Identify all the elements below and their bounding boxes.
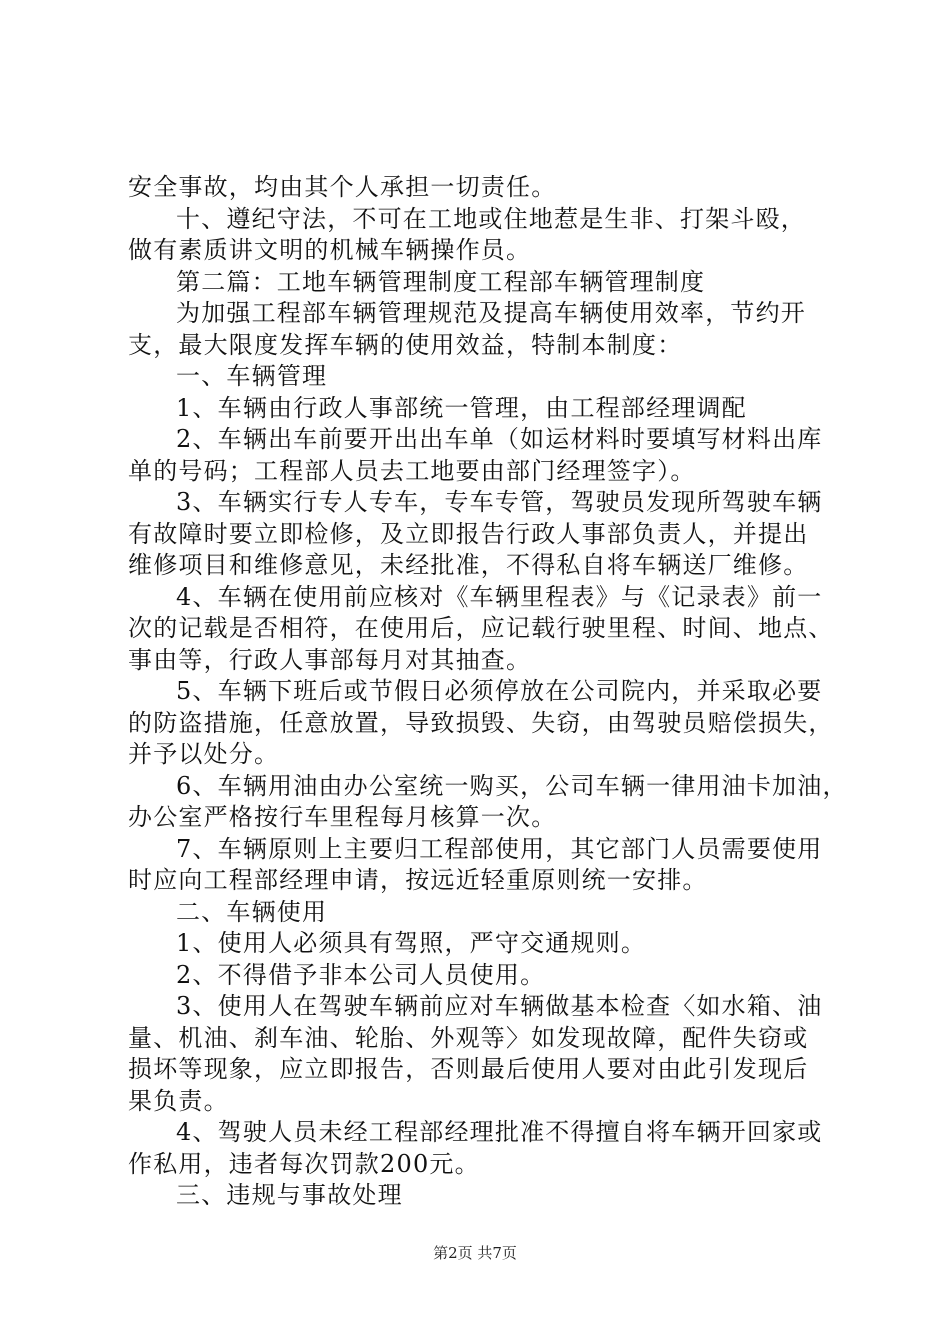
text-line: 支，最大限度发挥车辆的使用效益，特制本制度： xyxy=(128,330,683,359)
text-line: 4、驾驶人员未经工程部经理批准不得擅自将车辆开回家或 xyxy=(176,1118,823,1146)
text-line: 单的号码；工程部人员去工地要由部门经理签字）。 xyxy=(128,456,696,485)
text-line: 1、车辆由行政人事部统一管理，由工程部经理调配 xyxy=(176,393,747,422)
text-line: 3、使用人在驾驶车辆前应对车辆做基本检查〈如水箱、油 xyxy=(176,992,823,1020)
text-line: 损坏等现象，应立即报告，否则最后使用人要对由此引发现后 xyxy=(128,1055,809,1083)
text-line: 7、车辆原则上主要归工程部使用，其它部门人员需要使用 xyxy=(176,834,823,863)
document-body xyxy=(128,172,848,1212)
text-line: 2、不得借予非本公司人员使用。 xyxy=(176,960,546,989)
text-line: 第二篇：工地车辆管理制度工程部车辆管理制度 xyxy=(176,267,706,296)
text-line: 2、车辆出车前要开出出车单（如运材料时要填写材料出库 xyxy=(176,425,823,453)
text-line: 维修项目和维修意见，未经批准，不得私自将车辆送厂维修。 xyxy=(128,551,809,579)
text-line: 做有素质讲文明的机械车辆操作员。 xyxy=(128,236,532,264)
text-line: 有故障时要立即检修，及立即报告行政人事部负责人，并提出 xyxy=(128,519,809,548)
text-line: 4、车辆在使用前应核对《车辆里程表》与《记录表》前一 xyxy=(176,582,823,611)
text-line: 6、车辆用油由办公室统一购买，公司车辆一律用油卡加油， xyxy=(176,771,848,800)
text-line: 果负责。 xyxy=(128,1086,229,1115)
text-line: 安全事故，均由其个人承担一切责任。 xyxy=(128,173,557,201)
text-line: 一、车辆管理 xyxy=(176,362,328,390)
text-line: 3、车辆实行专人专车，专车专管，驾驶员发现所驾驶车辆 xyxy=(176,488,823,516)
page-footer: 第2页 共7页 xyxy=(433,1244,517,1262)
text-line: 次的记载是否相符，在使用后，应记载行驶里程、时间、地点、 xyxy=(128,614,834,642)
text-line: 十、遵纪守法，不可在工地或住地惹是生非、打架斗殴， xyxy=(176,204,806,233)
text-line: 为加强工程部车辆管理规范及提高车辆使用效率，节约开 xyxy=(176,299,806,327)
text-line: 事由等，行政人事部每月对其抽查。 xyxy=(128,645,532,674)
text-line: 并予以处分。 xyxy=(128,740,280,768)
text-line: 的防盗措施，任意放置，导致损毁、失窃，由驾驶员赔偿损失， xyxy=(128,708,834,737)
text-line: 1、使用人必须具有驾照，严守交通规则。 xyxy=(176,929,647,957)
text-line: 时应向工程部经理申请，按远近轻重原则统一安排。 xyxy=(128,866,708,894)
text-line: 5、车辆下班后或节假日必须停放在公司院内，并采取必要 xyxy=(176,677,823,705)
text-line: 二、车辆使用 xyxy=(176,897,328,926)
text-line: 作私用，违者每次罚款200元。 xyxy=(128,1149,480,1178)
text-line: 量、机油、刹车油、轮胎、外观等〉如发现故障，配件失窃或 xyxy=(128,1023,809,1052)
text-line: 办公室严格按行车里程每月核算一次。 xyxy=(128,803,557,831)
text-line: 三、违规与事故处理 xyxy=(176,1181,403,1209)
